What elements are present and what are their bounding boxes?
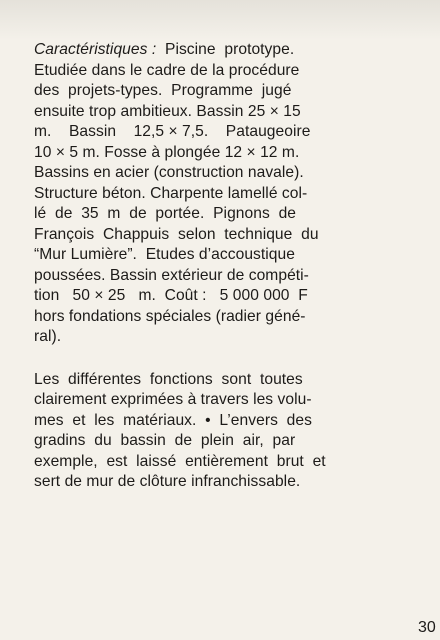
article-text [34, 40, 426, 493]
text-line: exemple, est laissé entièrement brut et [34, 452, 326, 470]
text-line: sert de mur de clôture infranchissable. [34, 473, 301, 490]
text-line: des projets-types. Programme jugé [34, 82, 292, 99]
text-line: hors fondations spéciales (radier géné- [34, 307, 306, 325]
text-line: Bassins en acier (construction navale). [34, 164, 304, 181]
text-line: ensuite trop ambitieux. Bassin 25 × 15 [34, 102, 301, 120]
text-line: poussées. Bassin extérieur de compéti- [34, 266, 309, 284]
text-line: lé de 35 m de portée. Pignons de [34, 205, 297, 222]
text-line: Les différentes fonctions sont toutes [34, 370, 303, 388]
first-line-text: Piscine prototype. [156, 41, 295, 58]
text-line: Structure béton. Charpente lamellé col- [34, 184, 308, 202]
page-number: 30 [418, 619, 436, 636]
text-line: 10 × 5 m. Fosse à plongée 12 × 12 m. [34, 143, 300, 161]
text-line: Etudiée dans le cadre de la procédure [34, 61, 300, 79]
text-line: ral). [34, 328, 62, 345]
text-line: gradins du bassin de plein air, par [34, 432, 296, 449]
characteristics-label: Caractéristiques : [34, 41, 157, 58]
characteristics-paragraph [34, 40, 426, 348]
text-line: mes et les matériaux. • L’envers des [34, 411, 312, 429]
show-through-bleed [0, 0, 440, 40]
text-line: tion 50 × 25 m. Coût : 5 000 000 F [34, 287, 308, 304]
characteristics-first-line [34, 40, 426, 61]
text-line: François Chappuis selon technique du [34, 225, 319, 243]
text-line: m. Bassin 12,5 × 7,5. Pataugeoire [34, 123, 311, 140]
text-line: “Mur Lumière”. Etudes d’accoustique [34, 246, 295, 263]
text-line: clairement exprimées à travers les volu- [34, 391, 312, 408]
functions-paragraph [34, 370, 426, 493]
